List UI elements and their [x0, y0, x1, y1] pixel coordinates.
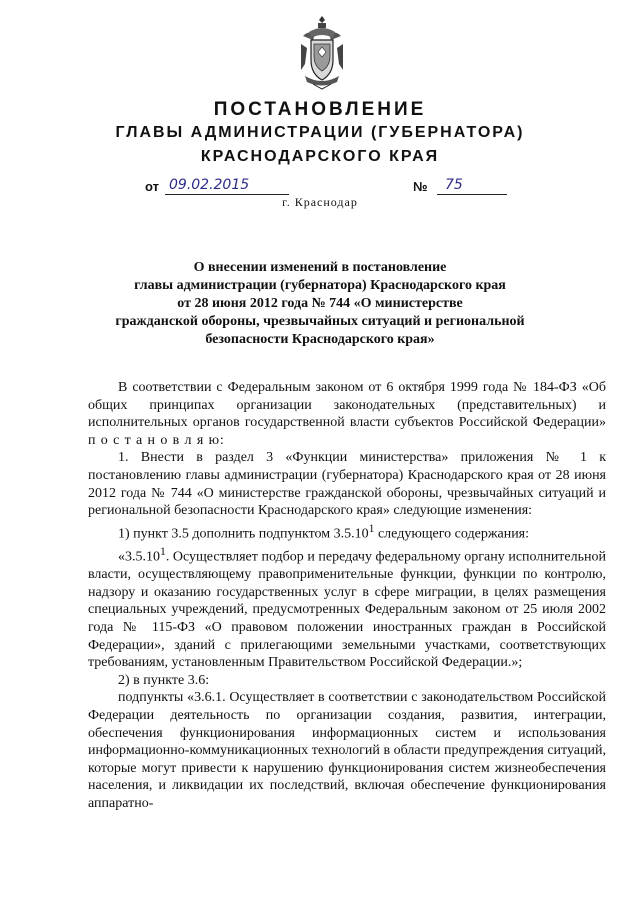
title-line: безопасности Краснодарского края» — [205, 332, 435, 347]
clause-superscript: 1 — [160, 545, 166, 558]
date-number-row — [145, 177, 505, 197]
number-value: 75 — [437, 177, 507, 195]
clause-number: «3.5.10 — [118, 549, 160, 565]
preamble-text: В соответствии с Федеральным законом от 6 октября 1999 года № 184-ФЗ «Об общих принципах организации законодательных (представительных) и исполнительных органов государственной власти субъектов Российской Федерации» — [88, 380, 606, 431]
document-type-heading: ПОСТАНОВЛЕНИЕ — [213, 99, 427, 120]
paragraph-3-6-1: подпункты «3.6.1. Осуществляет в соответствии с законодательством Российской Федерации деятельность по организации создания, развития, интеграции, обеспечения функционирования информационных систем и использования информационно-коммуникационных технологий в области предупреждения ситуаций, которые могут привести к нарушению функционирования систем жизнеобеспечения населения, и ликвидации их последствий, включая обеспечение функционирования аппаратно- — [88, 690, 606, 811]
date-value: 09.02.2015 — [165, 177, 289, 195]
subitem-1-text-b: следующего содержания: — [374, 526, 530, 542]
coat-of-arms-emblem — [299, 14, 345, 90]
title-line: гражданской обороны, чрезвычайных ситуаций и региональной — [115, 314, 525, 329]
title-line: главы администрации (губернатора) Краснодарского края — [134, 278, 506, 293]
city-label: г. Краснодар — [282, 195, 358, 209]
subitem-1-superscript: 1 — [368, 521, 375, 535]
issuer-heading: ГЛАВЫ АДМИНИСТРАЦИИ (ГУБЕРНАТОРА) — [115, 124, 525, 141]
paragraph-subitem-2: 2) в пункте 3.6: — [118, 672, 210, 688]
resolution-title — [60, 259, 580, 349]
paragraph-3-5-10 — [88, 543, 606, 672]
title-line: от 28 июня 2012 года № 744 «О министерстве — [177, 296, 463, 311]
subitem-1-text-a: 1) пункт 3.5 дополнить подпунктом 3.5.10 — [118, 526, 369, 542]
paragraph-item-1: 1. Внести в раздел 3 «Функции министерства» приложения № 1 к постановлению главы администрации (губернатора) Краснодарского края от 28 июня 2012 года № 744 «О министерстве гражданской обороны, чрезвычайных ситуаций и региональной безопасности Краснодарского края» следующие изменения: — [88, 450, 606, 519]
paragraph-preamble — [88, 379, 606, 449]
date-label: от — [145, 179, 159, 194]
resolution-body — [88, 379, 606, 813]
clause-text: . Осуществляет подбор и передачу федеральному органу исполнительной власти, осуществляющему правоприменительные функции, функции по контролю, надзору и оказанию государственных услуг в сфере миграции, в целях размещения специальных учреждений, предусмотренных Федеральным законом от 25 июля 2002 года № 115-ФЗ «О правовом положении иностранных граждан в Российской Федерации», зданий с прилегающими земельными участками, соответствующих требованиям, установленным Правительством Российской Федерации.»; — [88, 549, 606, 671]
title-line: О внесении изменений в постановление — [193, 260, 447, 275]
paragraph-subitem-1 — [88, 520, 606, 543]
number-label: № — [413, 179, 428, 194]
resolve-word: п о с т а н о в л я ю: — [88, 432, 225, 448]
region-heading: КРАСНОДАРСКОГО КРАЯ — [200, 148, 440, 165]
